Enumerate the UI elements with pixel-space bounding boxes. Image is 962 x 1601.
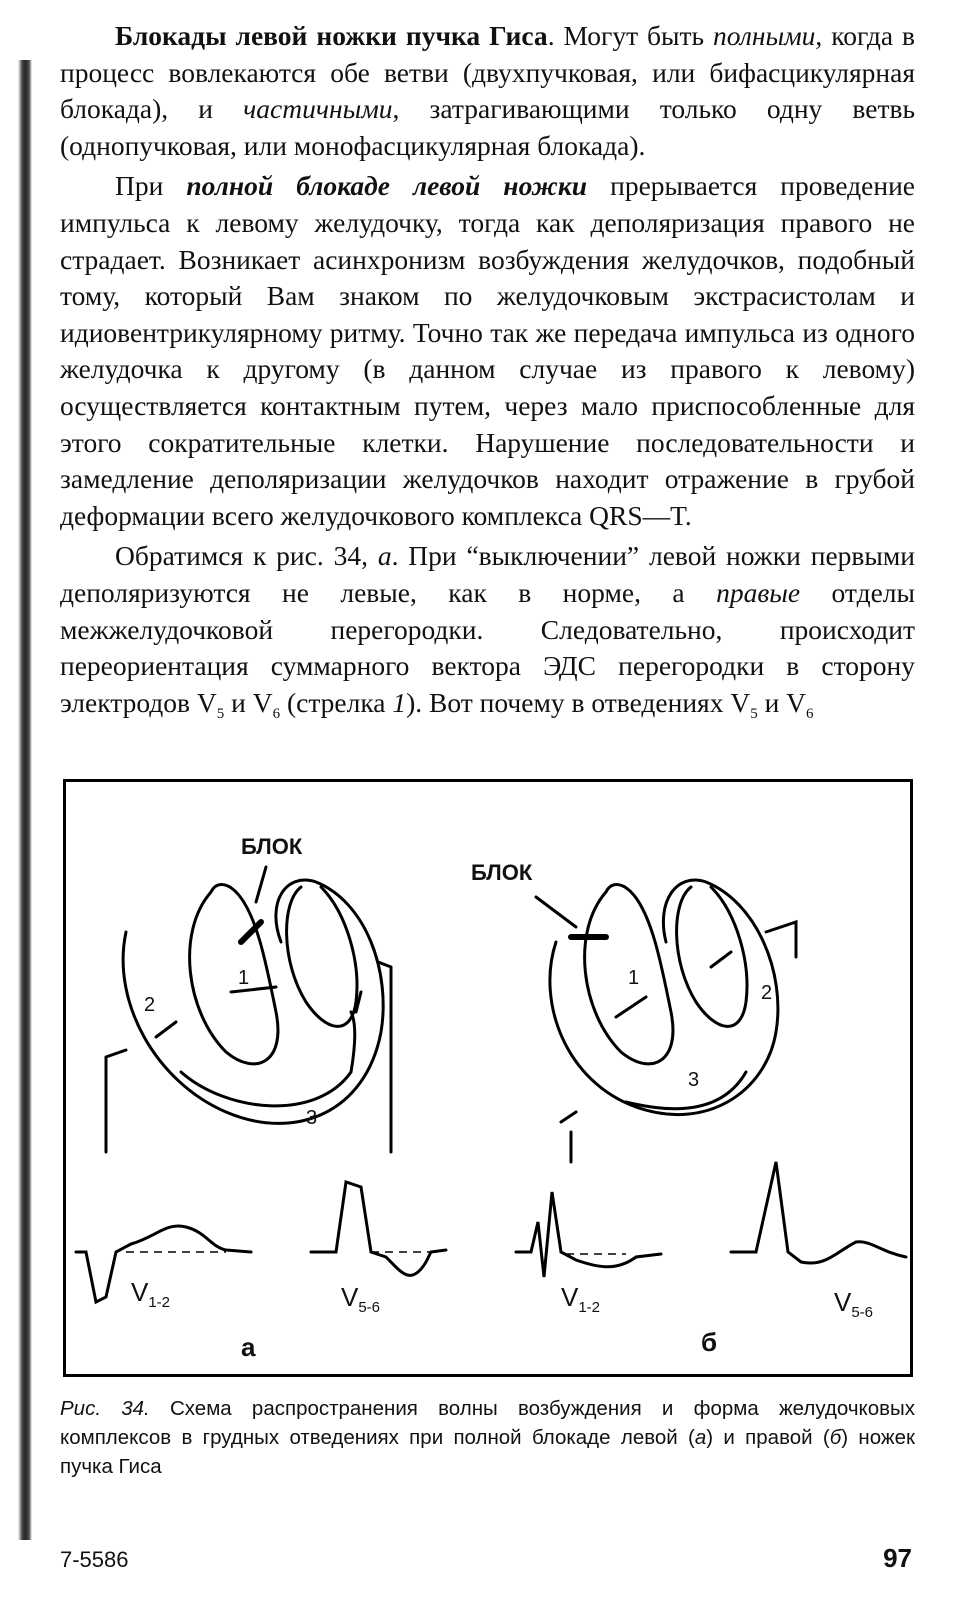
arrow-a2: [156, 1022, 176, 1037]
paragraph-3: Обратимся к рис. 34, а. При “выключении” левой ножки первыми деполяризуются не левые, как в норме, а правые отделы межжелудочковой перегородки. Следовательно, происходит переориентация суммарного вектора ЭДС перегородки в сторону электродов $V_5$ и $V_6$ (стрелка 1). Вот почему в отведениях $V_5$ и $V_6$: [60, 540, 915, 722]
paragraph-1: Блокады левой ножки пучка Гиса. Могут быть полными, когда в процесс вовлекаются обе ветви (двухпучковая, или бифасцикулярная блокада), и частичными, затрагивающими только одну ветвь (однопучковая, или монофасцикулярная блокада).: [60, 20, 916, 161]
body-text: [60, 18, 915, 736]
lead-label-b-v56: $V_{5-6}$: [834, 1287, 874, 1322]
block-pointer-b: [536, 897, 576, 927]
block-label-b: БЛОК: [471, 860, 533, 885]
arrow-b-num-3: 3: [688, 1069, 700, 1091]
print-signature: 7-5586: [60, 1547, 129, 1572]
lead-label-a-v12: $V_{1-2}$: [131, 1277, 171, 1312]
panel-label-b: б: [701, 1327, 718, 1357]
lead-label-b-v12: $V_{1-2}$: [561, 1282, 601, 1317]
arrow-a-num-2: 2: [144, 994, 156, 1016]
arrow-b-num-1: 1: [628, 967, 640, 989]
lead-label-a-v56: $V_{5-6}$: [341, 1282, 381, 1317]
ecg-b-v56: [731, 1162, 906, 1263]
paragraph-2: При полной блокаде левой ножки прерывается проведение импульса к левому желудочку, тогда как деполяризация правого не страдает. Возникает асинхронизм возбуждения желудочков, подобный тому, который Вам знаком по желудочковым экстрасистолам и идиовентрикулярному ритму. Точно так же передача импульса из одного желудочка к другому (в данном случае из правого к левому) осуществляется контактным путем, через мало приспособленные для этого сократительные клетки. Нарушение последовательности и замедление деполяризации желудочков находит отражение в грубой деформации всего желудочкового комплекса QRS—T.: [60, 170, 915, 531]
block-label-a: БЛОК: [241, 834, 303, 859]
binding-shadow: [18, 60, 32, 1540]
heart-b-rv: [677, 887, 747, 1026]
panel-label-a: а: [241, 1332, 256, 1362]
page-number: 97: [883, 1543, 912, 1573]
electrode-a-left: [106, 1050, 126, 1152]
arrow-a-num-3: 3: [306, 1107, 318, 1129]
ecg-a-v56: [311, 1182, 446, 1275]
arrow-a-num-1: 1: [238, 967, 250, 989]
electrode-b-right: [766, 922, 796, 957]
heart-a-lv: [190, 885, 278, 1064]
heart-a-outer: [123, 880, 383, 1123]
ecg-b-v12: [516, 1192, 661, 1277]
heart-b-outer: [550, 880, 778, 1115]
arrow-b-num-2: 2: [761, 982, 773, 1004]
arrow-b2: [711, 952, 731, 967]
block-pointer-a: [256, 867, 266, 902]
heading-inline: Блокады левой ножки пучка Гиса: [115, 20, 548, 51]
electrode-a-right: [378, 962, 391, 1152]
electrode-b-left: [561, 1112, 576, 1162]
figure-caption: Рис. 34. Схема распространения волны возбуждения и форма желудочковых комплексов в грудных отведениях при полной блокаде левой (а) и правой (б) ножек пучка Гиса: [60, 1397, 916, 1478]
arrow-b1: [616, 997, 646, 1017]
figure-34: [63, 779, 913, 1377]
heart-a-rv: [287, 887, 357, 1026]
